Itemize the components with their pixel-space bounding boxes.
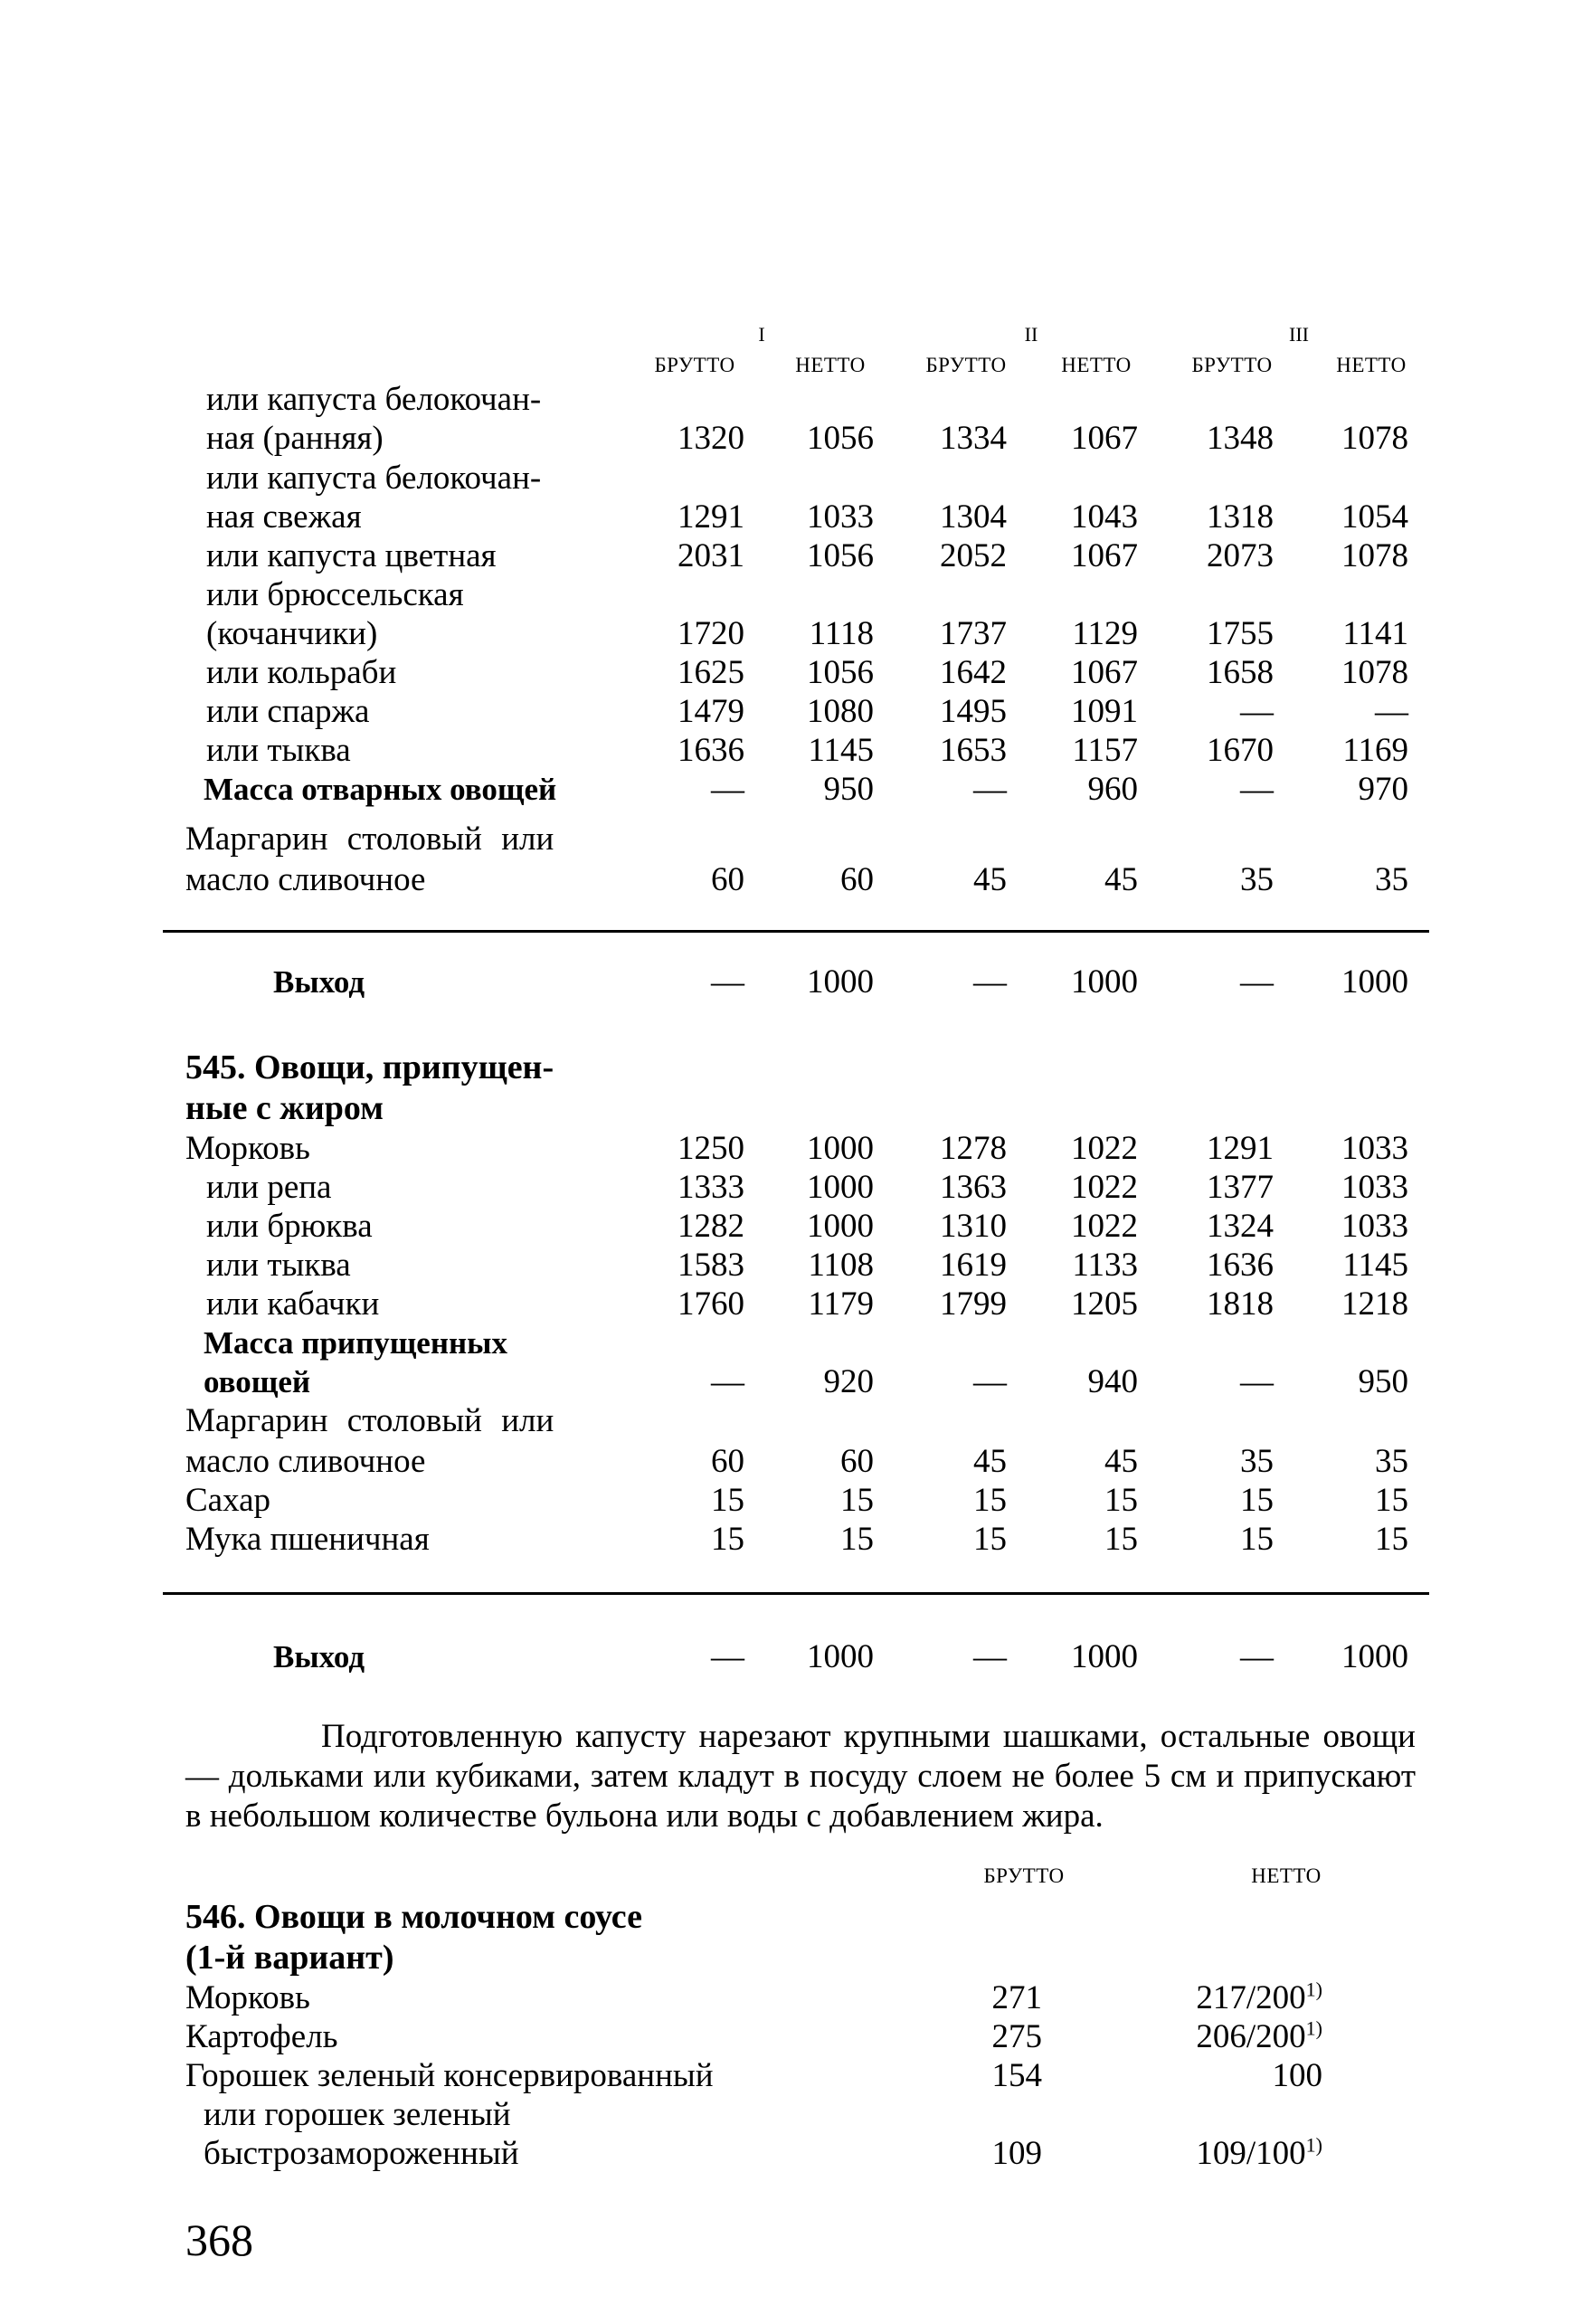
cell: 35 [1375, 1443, 1408, 1480]
cell: 1334 [940, 420, 1007, 457]
cell: 1479 [678, 693, 744, 730]
cell: 1304 [940, 498, 1007, 536]
cell: — [711, 963, 744, 1001]
cell: — [973, 771, 1007, 808]
footnote-mark: 1) [1305, 1978, 1322, 2001]
cell: 60 [711, 861, 744, 898]
cell: 1133 [1072, 1247, 1138, 1284]
output-label: Выход [273, 964, 365, 1000]
cell: 1033 [1341, 1208, 1408, 1245]
cell: 1000 [1341, 963, 1408, 1001]
row-label: масло сливочное [185, 861, 426, 898]
cell: — [711, 1363, 744, 1400]
row-label: Маргарин столовый или [185, 1402, 554, 1439]
row-label: Горошек зеленый консервированный [185, 2057, 714, 2094]
recipe-title: 545. Овощи, припущен- [185, 1048, 554, 1086]
cell: 1278 [940, 1130, 1007, 1167]
cell-brutto: 154 [991, 2057, 1042, 2094]
cell: 1310 [940, 1208, 1007, 1245]
cell: 1760 [678, 1285, 744, 1323]
cell: 15 [1104, 1521, 1138, 1558]
table-rule [163, 1592, 1429, 1595]
netto-value: 217/200 [1196, 1979, 1306, 2016]
cell: — [973, 1638, 1007, 1675]
row-label: или спаржа [206, 693, 370, 730]
cell: 1022 [1071, 1169, 1138, 1206]
cell: 15 [1240, 1482, 1274, 1519]
cell: 1348 [1207, 420, 1274, 457]
cell: 1670 [1207, 732, 1274, 769]
cell: 1636 [678, 732, 744, 769]
cell: 1291 [678, 498, 744, 536]
cell: 45 [973, 1443, 1007, 1480]
table-rule [163, 930, 1429, 933]
cell: 1056 [807, 537, 874, 574]
cell: 1022 [1071, 1130, 1138, 1167]
cell: 60 [711, 1443, 744, 1480]
cell: — [711, 771, 744, 808]
cell: 920 [823, 1363, 874, 1400]
cell: 1129 [1072, 615, 1138, 652]
cell: 15 [973, 1521, 1007, 1558]
cell: 1056 [807, 654, 874, 691]
cell: 1022 [1071, 1208, 1138, 1245]
cell: 15 [1375, 1482, 1408, 1519]
cell: 1000 [1071, 1638, 1138, 1675]
cell: 15 [711, 1482, 744, 1519]
row-label: или тыква [206, 1247, 351, 1284]
row-label: (кочанчики) [206, 615, 378, 652]
cell-netto [1196, 1978, 1322, 2018]
cell: 1033 [1341, 1169, 1408, 1206]
cell: 1642 [940, 654, 1007, 691]
row-label: овощей [204, 1364, 311, 1399]
cell: 1080 [807, 693, 874, 730]
cell: 1755 [1207, 615, 1274, 652]
cell: 1078 [1341, 420, 1408, 457]
cell: 1000 [1341, 1638, 1408, 1675]
cell-brutto: 275 [991, 2018, 1042, 2055]
cell: 1737 [940, 615, 1007, 652]
cell: 60 [840, 1443, 874, 1480]
cell: 1658 [1207, 654, 1274, 691]
cell: 1145 [808, 732, 874, 769]
row-label: или брюссельская [206, 576, 464, 613]
cell: 35 [1375, 861, 1408, 898]
cell: — [1240, 1363, 1274, 1400]
col-header-brutto-1: БРУТТО [654, 354, 735, 376]
row-label: Маргарин столовый или [185, 821, 554, 858]
cell: 2031 [678, 537, 744, 574]
cell: 950 [1358, 1363, 1408, 1400]
cell: 1653 [940, 732, 1007, 769]
footnote-mark: 1) [1305, 2016, 1322, 2040]
row-label: быстрозамороженный [204, 2135, 519, 2172]
cell: 1067 [1071, 654, 1138, 691]
cell: 1720 [678, 615, 744, 652]
row-label: Масса припущенных [204, 1325, 507, 1361]
cell: 15 [1240, 1521, 1274, 1558]
cell: — [1240, 771, 1274, 808]
row-label: или кольраби [206, 654, 397, 691]
cell: 1000 [807, 1130, 874, 1167]
footnote-mark: 1) [1305, 2133, 1322, 2157]
cell: 1377 [1207, 1169, 1274, 1206]
cell: 1179 [808, 1285, 874, 1323]
cell-brutto: 109 [991, 2135, 1042, 2172]
netto-value: 109/100 [1196, 2135, 1306, 2172]
cell: 1495 [940, 693, 1007, 730]
cell: 1000 [807, 1169, 874, 1206]
row-label: или горошек зеленый [204, 2096, 511, 2133]
recipe-title: 546. Овощи в молочном соусе [185, 1898, 642, 1936]
cell: 1033 [1341, 1130, 1408, 1167]
cell: 1169 [1342, 732, 1408, 769]
cell: 60 [840, 861, 874, 898]
instructions-paragraph: Подготовленную капусту нарезают крупными шашками, остальные овощи — дольками или кубиками, затем кладут в посуду слоем не более 5 см и припускают в небольшом количестве бульона или воды с добавлением жира. [185, 1718, 1416, 1835]
cell: — [1240, 963, 1274, 1001]
col-header-netto: НЕТТО [1251, 1864, 1322, 1887]
cell: 1625 [678, 654, 744, 691]
cell: 45 [973, 861, 1007, 898]
cell: 1799 [940, 1285, 1007, 1323]
row-label: масло сливочное [185, 1443, 426, 1480]
col-header-netto-1: НЕТТО [795, 354, 866, 376]
page-number: 368 [185, 2215, 253, 2265]
cell: 1583 [678, 1247, 744, 1284]
recipe-title: ные с жиром [185, 1089, 384, 1127]
cell: — [711, 1638, 744, 1675]
cell: 970 [1358, 771, 1408, 808]
cell: 35 [1240, 1443, 1274, 1480]
cell: 15 [1375, 1521, 1408, 1558]
cell: — [1375, 693, 1408, 730]
cell: 1282 [678, 1208, 744, 1245]
cell: 15 [711, 1521, 744, 1558]
cell: 15 [840, 1482, 874, 1519]
cell: 1000 [807, 963, 874, 1001]
col-header-brutto: БРУТТО [983, 1864, 1065, 1887]
col-header-netto-3: НЕТТО [1336, 354, 1407, 376]
cell: 1067 [1071, 537, 1138, 574]
cell: 1291 [1207, 1130, 1274, 1167]
col-header-netto-2: НЕТТО [1061, 354, 1132, 376]
cell: 1033 [807, 498, 874, 536]
row-label: Масса отварных овощей [204, 772, 557, 807]
group-header-1: I [758, 323, 765, 346]
col-header-brutto-3: БРУТТО [1191, 354, 1273, 376]
cell: 1108 [808, 1247, 874, 1284]
cell: 1218 [1341, 1285, 1408, 1323]
cell: 1324 [1207, 1208, 1274, 1245]
cell: 1091 [1071, 693, 1138, 730]
cell: 1056 [807, 420, 874, 457]
cell: 1318 [1207, 498, 1274, 536]
cell: — [1240, 1638, 1274, 1675]
cell: 1619 [940, 1247, 1007, 1284]
cell: 15 [1104, 1482, 1138, 1519]
recipe-title: (1-й вариант) [185, 1939, 394, 1977]
row-label: или кабачки [206, 1285, 380, 1323]
cell: 1043 [1071, 498, 1138, 536]
cell: 1118 [809, 615, 874, 652]
cell: 1054 [1341, 498, 1408, 536]
cell: 1157 [1072, 732, 1138, 769]
cell-netto [1196, 2017, 1322, 2057]
cell-brutto: 271 [991, 1979, 1042, 2016]
cell: 1000 [807, 1208, 874, 1245]
row-label: Картофель [185, 2018, 338, 2055]
cell: 1000 [807, 1638, 874, 1675]
row-label: Морковь [185, 1979, 310, 2016]
cell: 1078 [1341, 654, 1408, 691]
row-label: или репа [206, 1169, 332, 1206]
cell: 1636 [1207, 1247, 1274, 1284]
cell: 35 [1240, 861, 1274, 898]
cell-netto: 100 [1272, 2057, 1322, 2094]
cell-netto [1196, 2134, 1322, 2174]
netto-value: 206/200 [1196, 2018, 1306, 2055]
cell: 960 [1087, 771, 1138, 808]
cell: 2052 [940, 537, 1007, 574]
cell: 15 [840, 1521, 874, 1558]
row-label: или тыква [206, 732, 351, 769]
cell: 2073 [1207, 537, 1274, 574]
cell: 1250 [678, 1130, 744, 1167]
row-label: или капуста белокочан- [206, 381, 542, 418]
row-label: Морковь [185, 1130, 310, 1167]
cell: 1141 [1342, 615, 1408, 652]
output-label: Выход [273, 1639, 365, 1674]
cell: 1145 [1342, 1247, 1408, 1284]
cell: — [973, 1363, 1007, 1400]
cell: 940 [1087, 1363, 1138, 1400]
cell: — [1240, 693, 1274, 730]
row-label: Мука пшеничная [185, 1521, 430, 1558]
row-label: или капуста цветная [206, 537, 497, 574]
row-label: ная свежая [206, 498, 362, 536]
cell: 45 [1104, 861, 1138, 898]
cell: 950 [823, 771, 874, 808]
col-header-brutto-2: БРУТТО [925, 354, 1007, 376]
cell: 1818 [1207, 1285, 1274, 1323]
cell: 45 [1104, 1443, 1138, 1480]
cell: 15 [973, 1482, 1007, 1519]
group-header-2: II [1024, 323, 1038, 346]
row-label: или брюква [206, 1208, 373, 1245]
group-header-3: III [1289, 323, 1309, 346]
cell: 1000 [1071, 963, 1138, 1001]
cell: 1205 [1071, 1285, 1138, 1323]
cell: 1078 [1341, 537, 1408, 574]
cell: 1333 [678, 1169, 744, 1206]
cell: 1320 [678, 420, 744, 457]
row-label: Сахар [185, 1482, 271, 1519]
cell: — [973, 963, 1007, 1001]
cell: 1363 [940, 1169, 1007, 1206]
cell: 1067 [1071, 420, 1138, 457]
row-label: ная (ранняя) [206, 420, 384, 457]
row-label: или капуста белокочан- [206, 460, 542, 497]
